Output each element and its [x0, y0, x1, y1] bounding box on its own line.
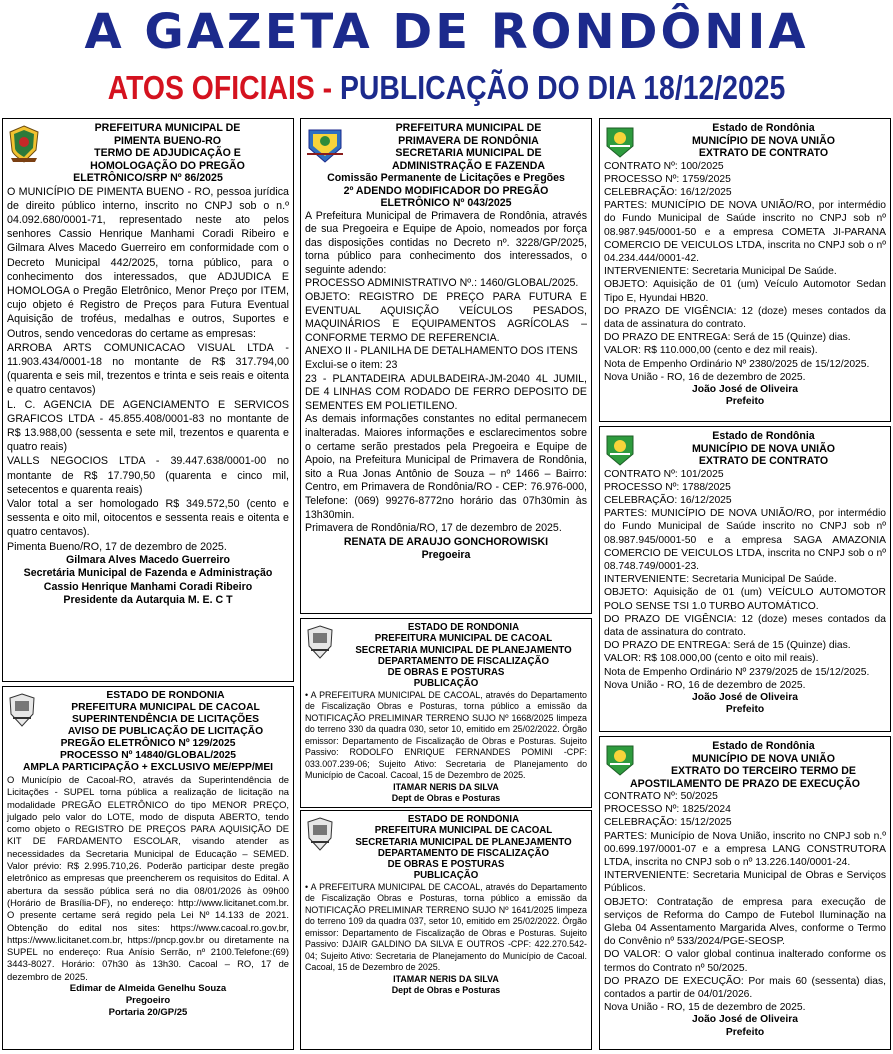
paragraph: OBJETO: REGISTRO DE PREÇO PARA FUTURA E EVENTUAL AQUISIÇÃO VEÍCULOS PESADOS, MAQUINÁRIOS E EQUIPAMENTOS AGRÍCOLAS – CONFORME TERMO DE REFERENCIA.	[305, 291, 587, 344]
line: INTERVENIENTE: Secretaria Municipal de Obras e Serviços Públicos.	[604, 870, 886, 895]
nu-2-header	[604, 430, 886, 468]
header-line: APOSTILAMENTO DE PRAZO DE EXECUÇÃO	[630, 777, 860, 790]
line: CELEBRAÇÃO: 16/12/2025	[604, 494, 732, 506]
header-line: PREFEITURA MUNICIPAL DE CACOAL	[374, 825, 553, 837]
header-line: MUNICÍPIO DE NOVA UNIÃO	[691, 134, 836, 147]
line: DO PRAZO DE ENTREGA: Será de 15 (Quinze) dias.	[604, 332, 851, 344]
signature-line: Pregoeiro	[125, 995, 171, 1007]
signature-line: ITAMAR NERIS DA SILVA	[393, 973, 499, 984]
header-line: PIMENTA BUENO-RO	[113, 134, 222, 147]
cacoal-crest-icon	[7, 692, 37, 728]
line: PARTES: MUNICÍPIO DE NOVA UNIÃO/RO, por intermédio do Fundo Municipal de Saúde inscrito no CNPJ sob nº 08.987.945/0001-50 e a empresa COMETA JI-PARANA COMERCIO DE VEICULOS LTDA, inscrita no CNPJ sob o nº 04.234.444/0001-42.	[604, 200, 886, 264]
header-line: TERMO DE ADJUDICAÇÃO E	[94, 147, 241, 159]
paragraph: VALLS NEGOCIOS LTDA - 39.447.638/0001-00 no montante de R$ 17.790,50 (quarenta e cinco mil, setecentos e quarenta reais)	[7, 455, 289, 496]
line: Nova União - RO, 15 de dezembro de 2025.	[604, 1002, 806, 1014]
posturas-1-body: • A PREFEITURA MUNICIPAL DE CACOAL, através do Departamento de Fiscalização Obras e Posturas, torna público a emissão da NOTIFICAÇÃO PRELIMINAR TERRENO SUJO Nº 1668/2025 limpeza do terreno 330 da quadra 030, setor 10, emitido em 25/02/2022. Órgão emissor: Departamento de Fiscalização de Obras e Posturas. Sujeito Passivo: RODOLFO ENRIQUE FERNANDES POMINI -CPF: 033.007.239-06; Sujeito Ativo: Secretaria de Planejamento do Município de Cacoal. Cacoal, 15 de Dezembro de 2025.	[305, 689, 587, 781]
paragraph: Pimenta Bueno/RO, 17 de dezembro de 2025.	[7, 540, 227, 553]
edition-subtitle	[63, 66, 831, 110]
header-line: AVISO DE PUBLICAÇÃO DE LICITAÇÃO	[67, 726, 264, 737]
nu-3-header	[604, 740, 886, 790]
line: DO PRAZO DE EXECUÇÃO: Por mais 60 (sessenta) dias, contados a partir de 04/01/2026.	[604, 975, 886, 1001]
line: OBJETO: Aquisição de 01 (um) VEÍCULO AUTOMOTOR POLO SENSE TSI 1.0 TURBO AUTOMÁTICO.	[604, 587, 886, 612]
nu-1-signature	[604, 384, 886, 409]
signature-line: Portaria 20/GP/25	[108, 1007, 188, 1019]
paragraph: Primavera de Rondônia/RO, 17 de dezembro de 2025.	[305, 522, 562, 535]
nu-2-body	[604, 468, 886, 692]
posturas-1-header	[305, 622, 587, 690]
paragraph: PROCESSO ADMINISTRATIVO Nº.: 1460/GLOBAL/2025.	[305, 277, 579, 290]
header-line: HOMOLOGAÇÃO DO PREGÃO	[90, 159, 245, 172]
notice-cacoal-posturas-2	[300, 810, 592, 1050]
masthead-title: A GAZETA DE RONDÔNIA	[84, 4, 809, 60]
line: DO VALOR: O valor global continua inalterado conforme os termos do Contrato nº 50/2025.	[604, 949, 886, 974]
line: Nota de Empenho Ordinário Nº 2380/2025 de 15/12/2025.	[604, 358, 870, 370]
header-line: EXTRATO DO TERCEIRO TERMO DE	[670, 765, 856, 777]
signature-line: Prefeito	[725, 704, 765, 716]
paragraph: ARROBA ARTS COMUNICACAO VISUAL LTDA - 11.903.434/0001-18 no montante de R$ 317.794,00 (quarenta e seis mil, trezentos e trinta e seis reais e oitenta e quatro centavos)	[7, 341, 289, 397]
paragraph: As demais informações constantes no edital permanecem inalteradas. Maiores informações e esclarecimentos sobre o certame serão prestados pela Pregoeira e Equipe de Apoio, na Prefeitura Municipal de Primavera de Rondônia, sito a Rua Jonas Antônio de Souza – nº 1466 – Bairro: Centro, em Primavera de Rondônia/RO - CEP: 76.976-000, Telefone: (069) 99276-8772no horário das 07h30min às 13h30min.	[305, 413, 587, 521]
header-line: DEPARTAMENTO DE FISCALIZAÇÃO	[377, 655, 550, 667]
signature-line: João José de Oliveira	[692, 691, 798, 703]
posturas-2-signature	[305, 974, 587, 996]
nova-uniao-logo-icon	[604, 124, 636, 158]
line: CELEBRAÇÃO: 15/12/2025	[604, 817, 732, 829]
primavera-signature	[305, 536, 587, 563]
cacoal-supel-header	[7, 690, 289, 774]
primavera-body	[305, 210, 587, 536]
line: CONTRATO Nº: 100/2025	[604, 160, 724, 172]
header-line: PREGÃO ELETRÔNICO Nº 129/2025	[60, 738, 236, 749]
header-line: SECRETARIA MUNICIPAL DE PLANEJAMENTO	[355, 644, 572, 656]
primavera-header	[305, 122, 587, 172]
signature-line: Presidente da Autarquia M. E. C T	[63, 594, 233, 607]
header-line: PRIMAVERA DE RONDÔNIA	[398, 134, 539, 147]
header-line: ELETRÔNICO/SRP Nº 86/2025	[73, 172, 223, 184]
line: OBJETO: Contratação de empresa para execução de serviços de Reforma do Campo de Futebol Iluminação na Gleba 04 Assentamento Margarida Alves, conforme o Termo do Convênio nº 533/2024/PGE-SEOSP.	[604, 896, 886, 948]
notice-pimenta-bueno	[2, 118, 294, 682]
posturas-2-body: • A PREFEITURA MUNICIPAL DE CACOAL, através do Departamento de Fiscalização Obras e Posturas, torna público a emissão da NOTIFICAÇÃO PRELIMINAR TERRENO SUJO Nº 1641/2025 limpeza do terreno 109 da quadra 037, setor 10, emitido em 25/02/2022. Órgão emissor: Departamento de Fiscalização de Obras e Posturas. Sujeito Passivo: DJAIR GALDINO DA SILVA E OUTROS -CPF: 422.270.542-04; Sujeito Ativo: Secretaria de Planejamento do Município de Cacoal. Cacoal, 15 de Dezembro de 2025.	[305, 881, 587, 973]
notice-nova-uniao-contrato-100	[599, 118, 891, 422]
signature-line: Dept de Obras e Posturas	[391, 792, 501, 803]
line: Nota de Empenho Ordinário Nº 2379/2025 de 15/12/2025.	[604, 666, 870, 678]
nova-uniao-logo-icon	[604, 432, 636, 466]
subtitle-separator: -	[314, 69, 341, 106]
header-line: PREFEITURA MUNICIPAL DE CACOAL	[71, 702, 260, 713]
signature-line: Dept de Obras e Posturas	[391, 984, 501, 995]
paragraph: Exclui-se o item: 23	[305, 359, 398, 372]
pimenta-signature	[7, 554, 289, 608]
header-line: PREFEITURA MUNICIPAL DE	[94, 122, 241, 134]
line: INTERVENIENTE: Secretaria Municipal De Saúde.	[604, 266, 837, 278]
pimenta-header	[7, 122, 289, 185]
signature-line: João José de Oliveira	[692, 383, 798, 395]
nu-1-header	[604, 122, 886, 160]
header-line: Comissão Permanente de Licitações e Pregões	[327, 172, 565, 184]
posturas-2-header	[305, 814, 587, 882]
paragraph: O MUNICÍPIO DE PIMENTA BUENO - RO, pessoa jurídica de direito público interno, inscrito no CNPJ sob o n.º 04.092.680/0001-71, representado neste ato pelos senhores Cassio Henrique Manhami Coradi Ribeiro e Gilmara Alves Macedo Guerreiro em conformidade com o Decreto Municipal 442/2025, torna público, para o conhecimento dos interessados, que ADJUDICA E HOMOLOGA o Pregão Eletrônico, Menor Preço por ITEM, cujo objeto é Registro de Preços para Futura Eventual Aquisição de troféus, medalhas e outros, Suportes e Outros, sendo vencedoras do certame as empresas:	[7, 185, 289, 340]
header-line: DE OBRAS E POSTURAS	[387, 859, 505, 871]
line: VALOR: R$ 108.000,00 (cento e oito mil reais).	[604, 653, 819, 665]
paragraph: L. C. AGENCIA DE AGENCIAMENTO E SERVICOS GRAFICOS LTDA - 45.855.408/0001-83 no montante de R$ 13.988,00 (sessenta e sete mil, trezentos e quarenta e quatro reais)	[7, 398, 289, 454]
header-line: Estado de Rondônia	[712, 122, 815, 134]
header-line: PUBLICAÇÃO	[413, 870, 479, 882]
publication-date-label: PUBLICAÇÃO DO DIA 18/12/2025	[340, 69, 786, 106]
line: OBJETO: Aquisição de 01 (um) Veículo Automotor Sedan Tipo E, Hyundai HB20.	[604, 279, 886, 304]
header-line: SECRETARIA MUNICIPAL DE PLANEJAMENTO	[355, 836, 572, 848]
line: PROCESSO Nº: 1788/2025	[604, 481, 731, 493]
header-line: PREFEITURA MUNICIPAL DE	[395, 122, 542, 134]
cacoal-crest-icon	[305, 624, 335, 660]
nu-3-signature	[604, 1014, 886, 1039]
header-line: PUBLICAÇÃO	[413, 678, 479, 690]
signature-line: Prefeito	[725, 1026, 765, 1038]
paragraph: A Prefeitura Municipal de Primavera de Rondônia, através de sua Pregoeira e Equipe de Apoio, nomeados por força das disposições contidas no Decreto nº. 3228/GP/2025, torna público para conhecimento dos interessados, o seguinte adendo:	[305, 209, 587, 276]
header-line: ELETRÔNICO Nº 043/2025	[380, 197, 512, 209]
line: PROCESSO Nº: 1825/2024	[604, 804, 731, 816]
posturas-1-signature	[305, 782, 587, 804]
header-line: SUPERINTENDÊNCIA DE LICITAÇÕES	[71, 714, 260, 725]
line: DO PRAZO DE VIGÊNCIA: 12 (doze) meses contados da data de assinatura do contrato.	[604, 613, 886, 638]
primavera-crest-icon	[305, 124, 345, 164]
header-line: ESTADO DE RONDÔNIA	[106, 690, 225, 701]
header-line: 2º ADENDO MODIFICADOR DO PREGÃO	[343, 184, 549, 197]
signature-line: Prefeito	[725, 396, 765, 408]
header-line: ESTADO DE RONDÔNIA	[407, 814, 520, 825]
signature-line: Gilmara Alves Macedo Guerreiro	[66, 553, 230, 566]
header-line: DE OBRAS E POSTURAS	[387, 667, 505, 679]
signature-line: RENATA DE ARAUJO GONCHOROWISKI	[343, 535, 549, 548]
header-line: AMPLA PARTICIPAÇÃO + EXCLUSIVO ME/EPP/MEI	[22, 762, 274, 773]
signature-line: Edimar de Almeida Genelhu Souza	[69, 983, 227, 995]
header-line: EXTRATO DE CONTRATO	[698, 147, 829, 159]
header-line: MUNICÍPIO DE NOVA UNIÃO	[691, 442, 836, 455]
header-line: Estado de Rondônia	[712, 430, 815, 442]
line: PARTES: Município de Nova União, inscrito no CNPJ sob n.º 00.699.197/0001-07 e a empresa LANG CONSTRUTORA LTDA, inscrita no CNPJ sob o nº 13.226.140/0001-24.	[604, 830, 886, 869]
line: DO PRAZO DE ENTREGA: Será de 15 (Quinze) dias.	[604, 640, 851, 652]
signature-line: Cassio Henrique Manhami Coradi Ribeiro	[43, 580, 253, 593]
nu-3-body	[604, 790, 886, 1014]
line: CELEBRAÇÃO: 16/12/2025	[604, 186, 732, 198]
paragraph: 23 - PLANTADEIRA ADULBADEIRA-JM-2040 4L JUMIL, DE 4 LINHAS COM RODADO DE FERRO DEPOSITO DE SEMENTES EM POLIETILENO.	[305, 372, 587, 412]
line: Nova União - RO, 16 de dezembro de 2025.	[604, 679, 806, 691]
header-line: EXTRATO DE CONTRATO	[698, 455, 829, 467]
atos-oficiais-label: ATOS OFICIAIS	[107, 69, 315, 106]
paragraph: Valor total a ser homologado R$ 349.572,50 (cento e sessenta e oito mil, oitocentos e sessenta reais e oitenta e quatro centavos).	[7, 497, 289, 539]
header-line: DEPARTAMENTO DE FISCALIZAÇÃO	[377, 847, 550, 859]
pimenta-body	[7, 185, 289, 554]
line: VALOR: R$ 110.000,00 (cento e dez mil reais).	[604, 345, 818, 357]
signature-line: Secretária Municipal de Fazenda e Administração	[23, 567, 273, 580]
signature-line: João José de Oliveira	[692, 1014, 798, 1026]
cacoal-supel-body: O Município de Cacoal-RO, através da Superintendência de Licitações - SUPEL torna pública a realização de licitação na modalidade PREGÃO ELETRÔNICO do tipo MENOR PREÇO, julgado pelo valor do LOTE, modo de disputa ABERTO, tendo como objeto o REGISTRO DE PREÇOS PARA AQUISIÇÃO DE KIT DE FARDAMENTO ESCOLAR, visando atender as necessidades da Secretaria Municipal de Educação – SEMED. Valor prévio: R$ 2.995.710,26. Poderão participar deste pregão eletrônico as empresas que preencherem os requisitos do Edital. A abertura da sessão pública será no dia 08/01/2026 às 09h00 (Horário de Brasília-DF), no endereço: http://www.licitanet.com.br. O presente certame será regido pela Lei Nº 14.133 de 2021. Obtenção do edital nos sites: https://www.cacoal.ro.gov.br, https://www.licitanet.com.br, https://pncp.gov.br ou diretamente na SUPEL no endereço: Rua Anísio Serrão, nº 2100.Telefone:(69) 3443-8027. Horário: 07h30 às 13h30. Cacoal – RO, 17 de dezembro de 2025.	[7, 774, 289, 982]
notice-cacoal-supel	[2, 686, 294, 1050]
line: PROCESSO Nº: 1759/2025	[604, 173, 731, 185]
header-line: SECRETARIA MUNICIPAL DE	[395, 147, 542, 159]
header-line: ESTADO DE RONDÔNIA	[407, 622, 520, 633]
signature-line: Pregoeira	[421, 549, 471, 562]
signature-line: ITAMAR NERIS DA SILVA	[393, 781, 499, 792]
header-line: Estado de Rondônia	[712, 740, 815, 752]
notice-nova-uniao-apostilamento	[599, 736, 891, 1050]
line: CONTRATO Nº: 101/2025	[604, 468, 724, 480]
line: CONTRATO Nº: 50/2025	[604, 791, 718, 802]
header-line: MUNICÍPIO DE NOVA UNIÃO	[691, 752, 836, 765]
pimenta-bueno-crest-icon	[7, 124, 41, 164]
line: INTERVENIENTE: Secretaria Municipal De Saúde.	[604, 574, 837, 586]
notice-cacoal-posturas-1	[300, 618, 592, 808]
cacoal-supel-signature	[7, 983, 289, 1019]
notice-primavera	[300, 118, 592, 614]
nu-1-body	[604, 160, 886, 384]
primavera-subheader	[305, 172, 587, 210]
header-line: PREFEITURA MUNICIPAL DE CACOAL	[374, 633, 553, 645]
nova-uniao-logo-icon	[604, 742, 636, 776]
line: DO PRAZO DE VIGÊNCIA: 12 (doze) meses contados da data de assinatura do contrato.	[604, 305, 886, 330]
cacoal-crest-icon	[305, 816, 335, 852]
nu-2-signature	[604, 692, 886, 717]
paragraph: ANEXO II - PLANILHA DE DETALHAMENTO DOS ITENS	[305, 345, 578, 358]
notice-nova-uniao-contrato-101	[599, 426, 891, 732]
line: PARTES: MUNICÍPIO DE NOVA UNIÃO/RO, por intermédio do Fundo Municipal de Saúde inscrito no CNPJ sob nº 08.987.945/0001-50 e a empresa SAGA AMAZONIA COMERCIO DE VEICULOS LTDA, inscrita no CNPJ sob o nº 08.748.749/0001-23.	[604, 508, 886, 572]
header-line: PROCESSO Nº 14840/GLOBAL/2025	[59, 750, 236, 761]
line: Nova União - RO, 16 de dezembro de 2025.	[604, 371, 806, 383]
header-line: ADMINISTRAÇÃO E FAZENDA	[391, 159, 546, 172]
